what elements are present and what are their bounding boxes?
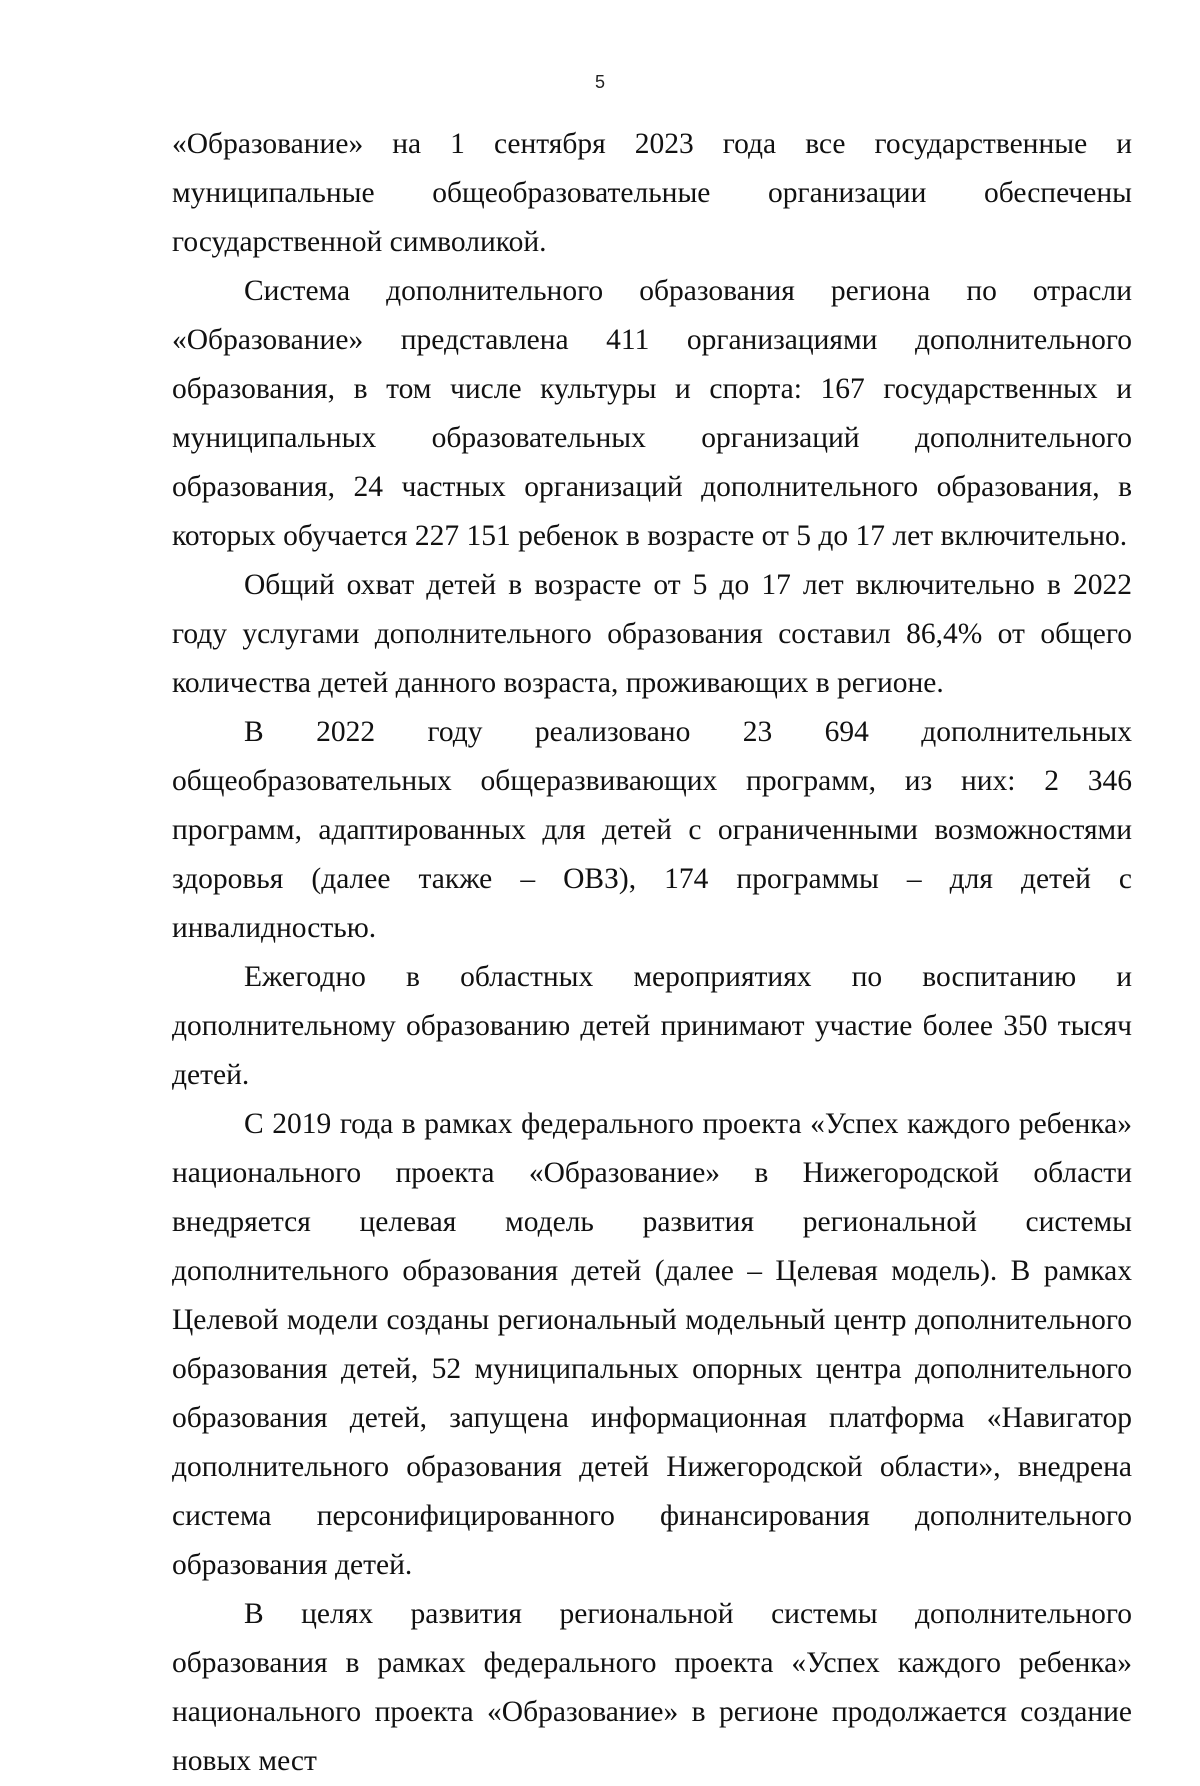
- document-body: [172, 120, 1132, 1786]
- page-number: 5: [594, 72, 605, 92]
- paragraph-continued: «Образование» на 1 сентября 2023 года все государственные и муниципальные общеобразовательные организации обеспечены государственной символикой.: [172, 128, 1132, 258]
- paragraph: В целях развития региональной системы дополнительного образования в рамках федерального проекта «Успех каждого ребенка» национального проекта «Образование» в регионе продолжается создание новых мест: [172, 1598, 1132, 1777]
- paragraph: Система дополнительного образования региона по отрасли «Образование» представлена 411 организациями дополнительного образования, в том числе культуры и спорта: 167 государственных и муниципальных образовательных организаций дополнительного образования, 24 частных организаций дополнительного образования, в которых обучается 227 151 ребенок в возрасте от 5 до 17 лет включительно.: [172, 275, 1132, 552]
- paragraph: Общий охват детей в возрасте от 5 до 17 лет включительно в 2022 году услугами дополнительного образования составил 86,4% от общего количества детей данного возраста, проживающих в регионе.: [172, 569, 1132, 699]
- paragraph: Ежегодно в областных мероприятиях по воспитанию и дополнительному образованию детей принимают участие более 350 тысяч детей.: [172, 961, 1132, 1091]
- paragraph: С 2019 года в рамках федерального проекта «Успех каждого ребенка» национального проекта «Образование» в Нижегородской области внедряется целевая модель развития региональной системы дополнительного образования детей (далее – Целевая модель). В рамках Целевой модели созданы региональный модельный центр дополнительного образования детей, 52 муниципальных опорных центра дополнительного образования детей, запущена информационная платформа «Навигатор дополнительного образования детей Нижегородской области», внедрена система персонифицированного финансирования дополнительного образования детей.: [172, 1108, 1132, 1581]
- paragraph: В 2022 году реализовано 23 694 дополнительных общеобразовательных общеразвивающих программ, из них: 2 346 программ, адаптированных для детей с ограниченными возможностями здоровья (далее также – ОВЗ), 174 программы – для детей с инвалидностью.: [172, 716, 1132, 944]
